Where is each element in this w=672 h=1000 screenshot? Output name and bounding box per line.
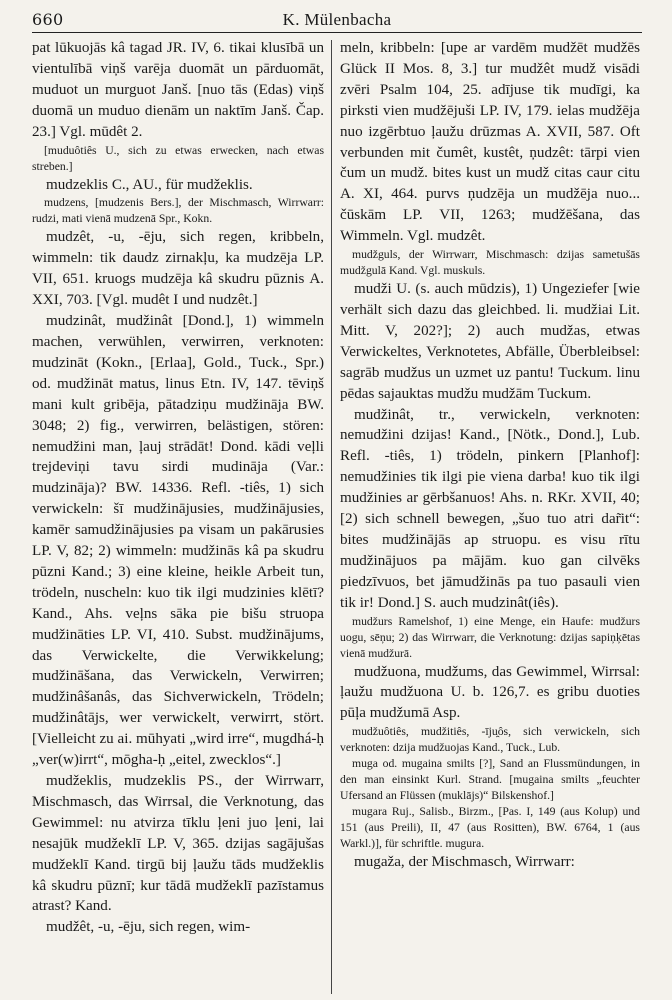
dictionary-entry: [muduôtiês U., sich zu etwas erwecken, nach etwas streben.] — [32, 143, 324, 173]
dictionary-entry: mudžguls, der Wirrwarr, Mischmasch: dzijas sametušās mudžgulā Kand. Vgl. muskuls. — [340, 248, 640, 278]
dictionary-entry: mudžuona, mudžums, das Gewimmel, Wirrsal: ļaužu mudžuona U. b. 126,7. es gribu duoties pūļa mudžumā Asp. — [340, 663, 640, 722]
page-number: 660 — [32, 10, 64, 29]
dictionary-entry: mudžeklis, mudzeklis PS., der Wirrwarr, Mischmasch, das Wirrsal, die Verknotung, das Gewimmel: nu atvirza tīklu ļeni juo ļeni, lai nesajūk mudžeklī LP. V, 365. dzijas sagājušas mudžeklī Kand. tirgū bij ļaužu tāds mudžeklis kâ skudru pūznī; kur tādā mudžeklī pazīstamus atrast? Kand. — [32, 773, 324, 915]
dictionary-entry: mudžurs Ramelshof, 1) eine Menge, ein Haufe: mudžurs uogu, sēņu; 2) das Wirrwarr, die Verknotung: dzijas sapiņķētas vienā mudžurā. — [340, 614, 640, 660]
dictionary-entry: mudži U. (s. auch mūdzis), 1) Ungeziefer [wie verhält sich dazu das gleichbed. li. mudžiai Lit. Mitt. V, 202?]; 2) auch mudžas, etwas Verwickeltes, Verknotetes, Abfälle, Überbleibsel: sagrāb mudžus un uzmet uz pantu! Tuckum. linu pēdas sajauktas mudžu mudžām Tuckum. — [340, 281, 640, 402]
column-divider — [331, 40, 332, 994]
dictionary-entry: mudzens, [mudzenis Bers.], der Mischmasch, Wirrwarr: rudzi, mati vienā mudzenā Spr., Kokn. — [32, 196, 324, 226]
dictionary-entry: mudžinât, tr., verwickeln, verknoten: nemudžini dzijas! Kand., [Nötk., Dond.], Lub. Refl. -tiês, 1) trödeln, pinkern [Planhof]: nemudžinies tik ilgi pie viena darba! kuo tik ilgi mudžinies ar gērbšanuos! Ahs. n. RKr. XVII, 40; [2) sich schnell bewegen, „šuo tuo atri dar̃it“: bites mudžinājās ap struopu. es visu rītu mudžinājuos pa mājām. kuo gan cilvēks piedzīvuos, bet jāmudžinās pa tuo pasauli vien tik ir! Dond.] S. auch mudzinât(iês). — [340, 406, 640, 611]
dictionary-entry: mudžêt, -u, -ēju, sich regen, wim- — [46, 919, 251, 936]
dictionary-entry: mudzeklis C., AU., für mudžeklis. — [46, 176, 253, 193]
right-column — [340, 38, 640, 1000]
continued-entry: pat lūkuojās kâ tagad JR. IV, 6. tikai klusībā un vientulībā viņš varēja duomāt un pārduomāt, muduot un murguot Janš. [nuo tās (Edas) viņš duomā un muduo dienām un naktīm Janš. Čap. 23.] Vgl. mūdêt 2. — [32, 40, 324, 140]
left-column — [32, 38, 324, 1000]
page-header — [32, 6, 642, 33]
dictionary-entry: mudzinât, mudžinât [Dond.], 1) wimmeln machen, verwühlen, verwirren, verknoten: mudzināt (Kokn., [Erlaa], Gold., Tuck., Spr.) od. mudžināt matus, linus Etn. IV, 147. tēviņš mani kult gribēja, pātadziņu mudžināja BW. 3048; 2) fig., verwirren, belästigen, stören: nemudžini man, ļauj strādāt! Dond. kādi veļli trejdeviņi tavu sirdi mudināja (Var.: mudzināja)? BW. 14336. Refl. -tiês, 1) sich verwickeln: šī mudžinājusies, mudžinājusies, kamēr samudžinājusies pa visam un pakārusies LP. V, 82; 2) wimmeln: mudžinās kâ pa skudru pūzni Kand.; 3) eine kleine, heikle Arbeit tun, trödeln, nuscheln: kuo tik ilgi mudzinies klētī? Kand., Ahs. veļns sāka pie bišu struopa mudžināties LP. VI, 410. Subst. mudžinājums, das Verwickelte, die Verwikkelung; mudžināšana, das Verwickeln, Verwirren; mudžinâšanâs, das Sichverwickeln, Trödeln; mudžinâtājs, wer verwickelt, verwirrt, stört. [Vielleicht zu ai. mūhyati „wird irre“, mugdhá-ḥ „ver(w)irrt“, mōgha-ḥ „eitel, zwecklos“.] — [32, 313, 324, 769]
dictionary-entry: mudžuôtiês, mudžitiês, -īju̯ôs, sich verwickeln, sich verknoten: dzija mudžuojas Kand., Tuck., Lub. — [340, 725, 640, 755]
dictionary-entry: mudzêt, -u, -ēju, sich regen, kribbeln, wimmeln: tik daudz zirnakļu, ka mudzēja LP. VII, 651. kruogs mudzēja kâ skudru pūznis A. XXI, 703. [Vgl. mudêt I und nudzêt.] — [32, 229, 324, 309]
dictionary-entry: mugara Ruj., Salisb., Birzm., [Pas. I, 149 (aus Kolup) und 151 (aus Preili), II, 47 (aus Rositten), BW. 6764, 1 (aus Warkl.)], für schriftle. mugura. — [340, 805, 640, 851]
running-title: K. Mülenbacha — [282, 10, 392, 29]
continued-entry: meln, kribbeln: [upe ar vardēm mudžēt mudžēs Glück II Mos. 8, 3.] tur mudžêt mudž visādi zvēri Psalm 104, 25. adījuse tik mudīgi, ka pirksti vien mudžējuši LP. IV, 179. ielas mudžēja nuo izgērbtuo ļaužu drūzmas A. XVII, 587. Oft verbunden mit čumêt, kustêt, ņudzêt: tārpi vien čum un mudž. bites kust un mudž citas caur citu A. XI, 464. purvs ņudzēja un mudžēja nuo... čūskām LP. VII, 1263; mudžēšana, das Wimmeln. Vgl. mudzêt. — [340, 40, 640, 245]
dictionary-entry: mugaža, der Mischmasch, Wirrwarr: — [354, 854, 575, 871]
dictionary-entry: muga od. mugaina smilts [?], Sand an Flussmündungen, in den man einsinkt Kurl. Strand. [mugaina smilts „feuchter Ufersand an Flüssen (muklājs)“ Bilskenshof.] — [340, 757, 640, 803]
